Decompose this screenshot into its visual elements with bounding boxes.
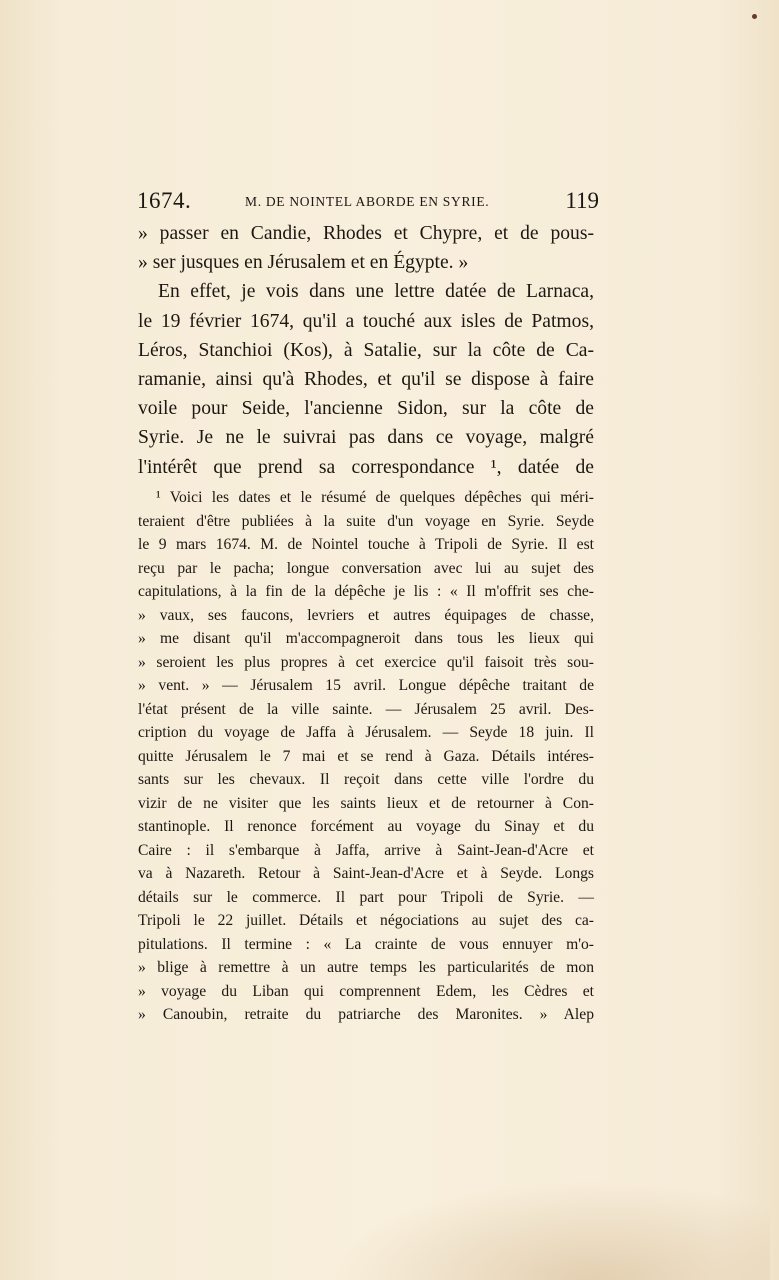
- footnote-line: quitte Jérusalem le 7 mai et se rend à Gaza. Détails intéres-: [138, 747, 594, 765]
- page-number: 119: [565, 188, 599, 213]
- text-line: » ser jusques en Jérusalem et en Égypte. »: [138, 252, 469, 274]
- footnote-line: » vent. » — Jérusalem 15 avril. Longue dépêche traitant de: [138, 677, 594, 694]
- footnote-line: reçu par le pacha; longue conversation avec lui au sujet des: [138, 559, 594, 577]
- text-line: ramanie, ainsi qu'à Rhodes, et qu'il se dispose à faire: [138, 368, 594, 390]
- footnote-line: vizir de ne visiter que les saints lieux et de retourner à Con-: [138, 794, 594, 812]
- footnote-line: » blige à remettre à un autre temps les particularités de mon: [138, 959, 594, 976]
- footnote-line: le 9 mars 1674. M. de Nointel touche à Tripoli de Syrie. Il est: [138, 536, 594, 553]
- footnote-line: » voyage du Liban qui comprennent Edem, les Cèdres et: [138, 982, 594, 1000]
- running-head: [137, 188, 599, 216]
- text-line: Léros, Stanchioi (Kos), à Satalie, sur la côte de Ca-: [138, 339, 594, 361]
- footnote-line: » Canoubin, retraite du patriarche des Maronites. » Alep: [138, 1006, 594, 1023]
- ink-spot: [752, 14, 757, 19]
- text-line: l'intérêt que prend sa correspondance ¹, datée de: [138, 456, 594, 478]
- footnote: [138, 486, 594, 1027]
- foxing-stain: [330, 1180, 770, 1280]
- footnote-line: capitulations, à la fin de la dépêche je lis : « Il m'offrit ses che-: [138, 583, 594, 600]
- text-line: Syrie. Je ne le suivrai pas dans ce voyage, malgré: [138, 427, 594, 449]
- footnote-line: va à Nazareth. Retour à Saint-Jean-d'Acre et à Seyde. Longs: [138, 865, 594, 882]
- footnote-line: stantinople. Il renonce forcément au voyage du Sinay et du: [138, 818, 594, 835]
- main-text: [138, 219, 594, 482]
- text-line: » passer en Candie, Rhodes et Chypre, et de pous-: [138, 223, 594, 244]
- footnote-line: sants sur les chevaux. Il reçoit dans cette ville l'ordre du: [138, 771, 594, 788]
- footnote-line: Caire : il s'embarque à Jaffa, arrive à Saint-Jean-d'Acre et: [138, 841, 594, 859]
- running-head-title: M. DE NOINTEL ABORDE EN SYRIE.: [245, 194, 490, 209]
- text-line: le 19 février 1674, qu'il a touché aux isles de Patmos,: [138, 310, 594, 332]
- footnote-line: l'état présent de la ville sainte. — Jérusalem 25 avril. Des-: [138, 700, 594, 718]
- footnote-line: Tripoli le 22 juillet. Détails et négociations au sujet des ca-: [138, 912, 594, 929]
- footnote-line: ¹ Voici les dates et le résumé de quelques dépêches qui méri-: [156, 489, 594, 506]
- text-line: En effet, je vois dans une lettre datée de Larnaca,: [158, 281, 594, 303]
- text-line: voile pour Seide, l'ancienne Sidon, sur la côte de: [138, 398, 594, 420]
- footnote-line: cription du voyage de Jaffa à Jérusalem. — Seyde 18 juin. Il: [138, 724, 594, 741]
- footnote-line: » vaux, ses faucons, levriers et autres équipages de chasse,: [138, 606, 594, 624]
- running-head-year: 1674.: [137, 188, 192, 213]
- footnote-line: pitulations. Il termine : « La crainte de vous ennuyer m'o-: [138, 935, 594, 953]
- footnote-line: teraient d'être publiées à la suite d'un voyage en Syrie. Seyde: [138, 512, 594, 530]
- footnote-line: » me disant qu'il m'accompagneroit dans tous les lieux qui: [138, 630, 594, 647]
- footnote-line: » seroient les plus propres à cet exercice qu'il faisoit très sou-: [138, 653, 594, 671]
- footnote-line: détails sur le commerce. Il part pour Tripoli de Syrie. —: [138, 888, 594, 906]
